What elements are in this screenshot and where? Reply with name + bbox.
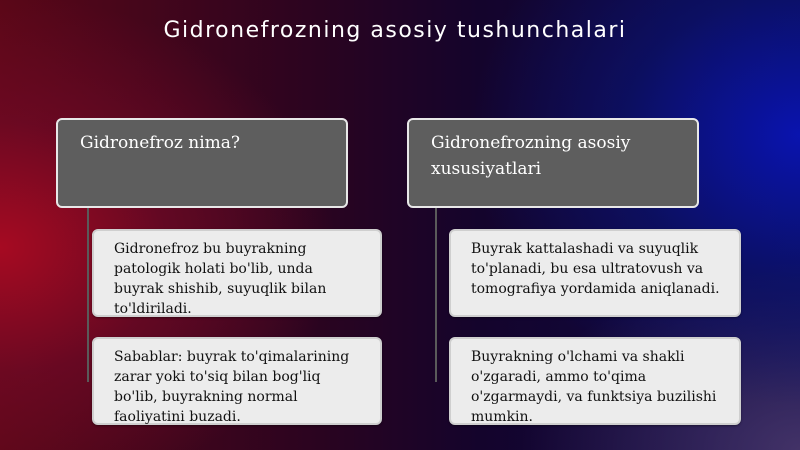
- header-label: Gidronefrozning asosiy xususiyatlari: [431, 133, 631, 179]
- card-causes: [92, 337, 382, 425]
- header-gidronefroz-nima: [56, 118, 348, 208]
- card-text: Buyrak kattalashadi va suyuqlik to'planadi, bu esa ultratovush va tomografiya yordamida aniqlanadi.: [471, 241, 720, 297]
- card-enlargement: [449, 229, 741, 317]
- header-asosiy-xususiyatlari: [407, 118, 699, 208]
- card-text: Sabablar: buyrak to'qimalarining zarar yoki to'siq bilan bog'liq bo'lib, buyrakning normal faoliyatini buzadi.: [114, 349, 350, 425]
- header-label: Gidronefroz nima?: [80, 133, 241, 153]
- card-definition: [92, 229, 382, 317]
- connector-line-left: [87, 207, 89, 382]
- card-text: Buyrakning o'lchami va shakli o'zgaradi, ammo to'qima o'zgarmaydi, va funktsiya buzilishi mumkin.: [471, 349, 717, 425]
- slide-title: Gidronefrozning asosiy tushunchalari: [163, 18, 627, 43]
- card-shape-change: [449, 337, 741, 425]
- connector-line-right: [435, 207, 437, 382]
- card-text: Gidronefroz bu buyrakning patologik holati bo'lib, unda buyrak shishib, suyuqlik bilan to'ldiriladi.: [114, 241, 327, 317]
